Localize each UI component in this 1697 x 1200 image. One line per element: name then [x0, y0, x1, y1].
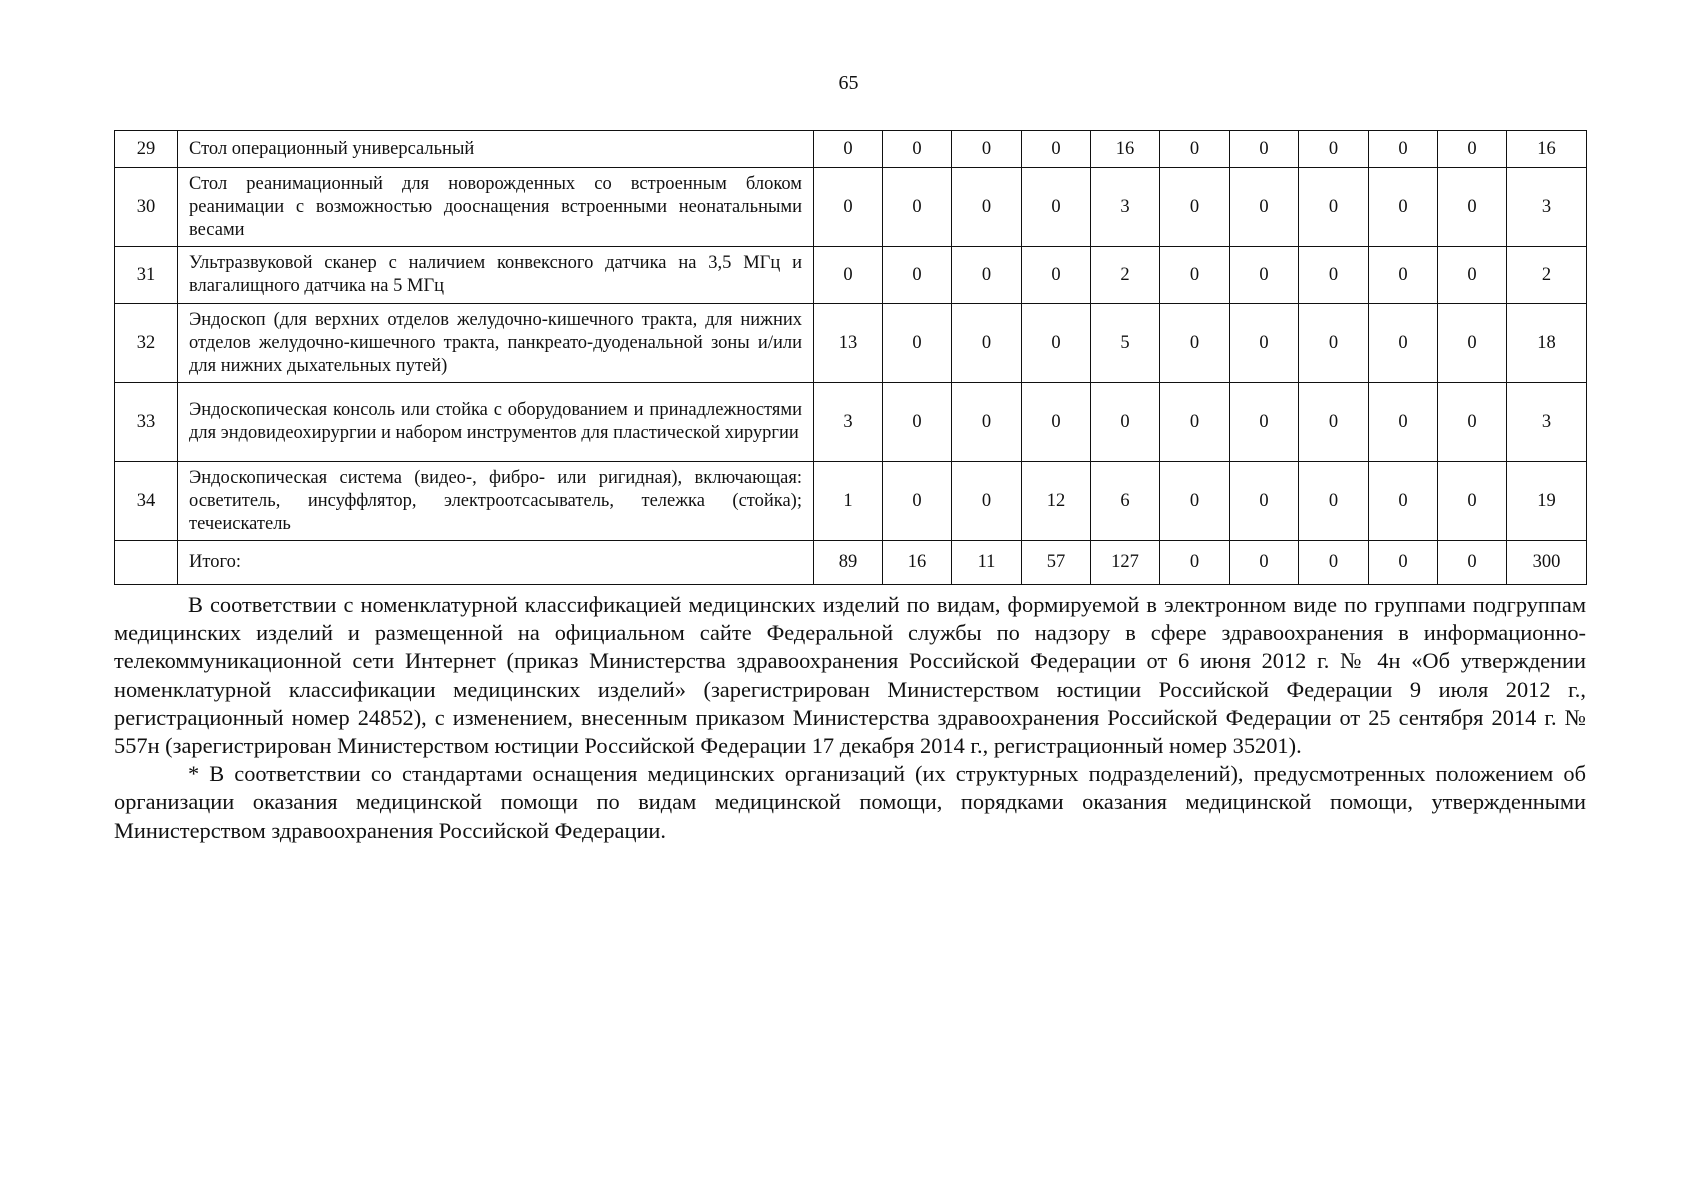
- total-cell: 19: [1507, 462, 1587, 541]
- table-row: [115, 462, 1587, 541]
- row-number: 34: [115, 462, 178, 541]
- value-cell: 0: [883, 383, 952, 462]
- value-cell: 0: [883, 131, 952, 168]
- value-cell: 0: [1160, 304, 1230, 383]
- value-cell: 0: [1299, 383, 1369, 462]
- item-name: Стол реанимационный для новорожденных со встроенным блоком реанимации с возможностью дооснащения встроенными неонатальными весами: [178, 168, 814, 247]
- table-row: [115, 383, 1587, 462]
- value-cell: 0: [952, 168, 1022, 247]
- value-cell: 13: [814, 304, 883, 383]
- value-cell: 3: [1091, 168, 1160, 247]
- value-cell: 0: [814, 247, 883, 304]
- table-row: [115, 247, 1587, 304]
- equipment-table: [114, 130, 1587, 585]
- value-cell: 1: [814, 462, 883, 541]
- value-cell: 0: [1299, 304, 1369, 383]
- value-cell: 0: [1230, 383, 1299, 462]
- value-cell: 0: [883, 168, 952, 247]
- value-cell: 0: [1299, 168, 1369, 247]
- value-cell: 0: [1299, 247, 1369, 304]
- value-cell: 0: [883, 247, 952, 304]
- total-cell: 16: [1507, 131, 1587, 168]
- value-cell: 0: [1230, 541, 1299, 585]
- value-cell: 0: [952, 131, 1022, 168]
- value-cell: 0: [1438, 131, 1507, 168]
- value-cell: 0: [1230, 131, 1299, 168]
- value-cell: 0: [1369, 462, 1438, 541]
- total-cell: 18: [1507, 304, 1587, 383]
- table-row: [115, 131, 1587, 168]
- body-text: [114, 591, 1586, 845]
- value-cell: 2: [1091, 247, 1160, 304]
- total-cell: 3: [1507, 168, 1587, 247]
- row-number: 32: [115, 304, 178, 383]
- total-cell: 3: [1507, 383, 1587, 462]
- total-label: Итого:: [178, 541, 814, 585]
- item-name: Эндоскопическая консоль или стойка с оборудованием и принадлежностями для эндовидеохирургии и набором инструментов для пластической хирургии: [178, 383, 814, 462]
- value-cell: 0: [1299, 541, 1369, 585]
- value-cell: 0: [1160, 383, 1230, 462]
- value-cell: 16: [1091, 131, 1160, 168]
- value-cell: 0: [1160, 168, 1230, 247]
- row-number: 31: [115, 247, 178, 304]
- value-cell: 89: [814, 541, 883, 585]
- value-cell: 0: [1160, 247, 1230, 304]
- value-cell: 5: [1091, 304, 1160, 383]
- item-name: Ультразвуковой сканер с наличием конвексного датчика на 3,5 МГц и влагалищного датчика на 5 МГц: [178, 247, 814, 304]
- value-cell: 0: [1230, 168, 1299, 247]
- value-cell: 0: [1230, 304, 1299, 383]
- value-cell: 0: [1230, 247, 1299, 304]
- value-cell: 0: [1438, 247, 1507, 304]
- value-cell: 0: [1438, 168, 1507, 247]
- paragraph-classification: В соответствии с номенклатурной классификацией медицинских изделий по видам, формируемой в электронном виде по группами подгруппам медицинских изделий и размещенной на официальном сайте Федеральной службы по надзору в сфере здравоохранения в информационно-телекоммуникационной сети Интернет (приказ Министерства здравоохранения Российской Федерации от 6 июня 2012 г. № 4н «Об утверждении номенклатурной классификации медицинских изделий» (зарегистрирован Министерством юстиции Российской Федерации 9 июля 2012 г., регистрационный номер 24852), с изменением, внесенным приказом Министерства здравоохранения Российской Федерации от 25 сентября 2014 г. № 557н (зарегистрирован Министерством юстиции Российской Федерации 17 декабря 2014 г., регистрационный номер 35201).: [114, 592, 1586, 759]
- page-number: 65: [838, 72, 859, 94]
- value-cell: 0: [952, 304, 1022, 383]
- row-number: [115, 541, 178, 585]
- total-row: [115, 541, 1587, 585]
- value-cell: 0: [883, 304, 952, 383]
- value-cell: 0: [952, 462, 1022, 541]
- row-number: 33: [115, 383, 178, 462]
- value-cell: 0: [1438, 462, 1507, 541]
- value-cell: 0: [1160, 131, 1230, 168]
- value-cell: 0: [1022, 383, 1091, 462]
- row-number: 29: [115, 131, 178, 168]
- item-name: Стол операционный универсальный: [178, 131, 814, 168]
- value-cell: 0: [952, 383, 1022, 462]
- value-cell: 0: [1438, 541, 1507, 585]
- item-name: Эндоскоп (для верхних отделов желудочно-кишечного тракта, для нижних отделов желудочно-кишечного тракта, панкреато-дуоденальной зоны и/или для нижних дыхательных путей): [178, 304, 814, 383]
- value-cell: 0: [1438, 304, 1507, 383]
- value-cell: 0: [952, 247, 1022, 304]
- value-cell: 0: [1299, 131, 1369, 168]
- value-cell: 0: [1369, 383, 1438, 462]
- equipment-table-body: [115, 131, 1587, 585]
- table-row: [115, 304, 1587, 383]
- value-cell: 0: [1299, 462, 1369, 541]
- value-cell: 127: [1091, 541, 1160, 585]
- value-cell: 0: [1022, 131, 1091, 168]
- row-number: 30: [115, 168, 178, 247]
- value-cell: 0: [1160, 541, 1230, 585]
- total-cell: 300: [1507, 541, 1587, 585]
- value-cell: 11: [952, 541, 1022, 585]
- value-cell: 0: [814, 131, 883, 168]
- value-cell: 3: [814, 383, 883, 462]
- value-cell: 0: [1369, 541, 1438, 585]
- value-cell: 0: [1369, 247, 1438, 304]
- value-cell: 16: [883, 541, 952, 585]
- value-cell: 6: [1091, 462, 1160, 541]
- value-cell: 0: [1230, 462, 1299, 541]
- value-cell: 0: [1022, 304, 1091, 383]
- item-name: Эндоскопическая система (видео-, фибро- или ригидная), включающая: осветитель, инсуффлятор, электроотсасыватель, тележка (стойка); течеискатель: [178, 462, 814, 541]
- total-cell: 2: [1507, 247, 1587, 304]
- value-cell: 12: [1022, 462, 1091, 541]
- value-cell: 57: [1022, 541, 1091, 585]
- paragraph-footnote: * В соответствии со стандартами оснащения медицинских организаций (их структурных подразделений), предусмотренных положением об организации оказания медицинской помощи по видам медицинской помощи, порядками оказания медицинской помощи, утвержденными Министерством здравоохранения Российской Федерации.: [114, 761, 1586, 843]
- value-cell: 0: [1160, 462, 1230, 541]
- table-row: [115, 168, 1587, 247]
- value-cell: 0: [1022, 247, 1091, 304]
- value-cell: 0: [883, 462, 952, 541]
- value-cell: 0: [814, 168, 883, 247]
- value-cell: 0: [1438, 383, 1507, 462]
- value-cell: 0: [1369, 131, 1438, 168]
- value-cell: 0: [1369, 168, 1438, 247]
- value-cell: 0: [1022, 168, 1091, 247]
- value-cell: 0: [1369, 304, 1438, 383]
- value-cell: 0: [1091, 383, 1160, 462]
